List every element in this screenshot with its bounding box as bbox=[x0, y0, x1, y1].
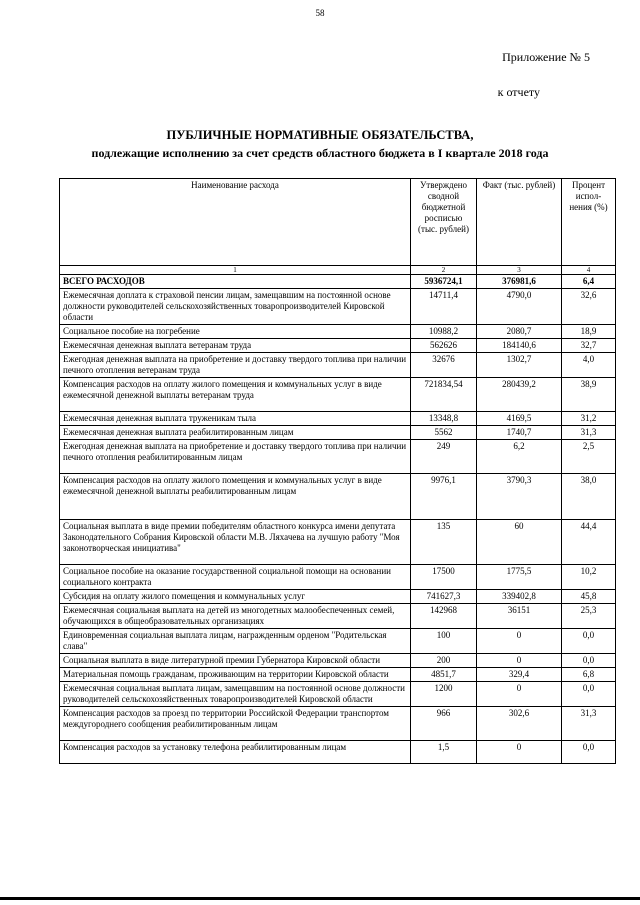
expense-name-cell: Компенсация расходов на оплату жилого помещения и коммунальных услуг в виде ежемесячной денежной выплаты реабилитированным лицам bbox=[60, 474, 411, 520]
fact-amount-cell: 1740,7 bbox=[477, 426, 562, 440]
column-number-row bbox=[60, 266, 616, 275]
expense-name-cell: Ежемесячная социальная выплата на детей из многодетных малообеспеченных семей, обучающихся в общеобразовательных организациях bbox=[60, 604, 411, 629]
percent-cell: 6,4 bbox=[562, 275, 616, 289]
table-row bbox=[60, 275, 616, 289]
expense-name-cell: Компенсация расходов на оплату жилого помещения и коммунальных услуг в виде ежемесячной денежной выплаты ветеранам труда bbox=[60, 378, 411, 412]
approved-amount-cell: 200 bbox=[411, 654, 477, 668]
approved-amount-cell: 5562 bbox=[411, 426, 477, 440]
column-number: 1 bbox=[60, 266, 411, 275]
expense-name-cell: ВСЕГО РАСХОДОВ bbox=[60, 275, 411, 289]
approved-amount-cell: 17500 bbox=[411, 565, 477, 590]
approved-amount-cell: 14711,4 bbox=[411, 289, 477, 325]
fact-amount-cell: 329,4 bbox=[477, 668, 562, 682]
expense-name-cell: Социальная выплата в виде литературной премии Губернатора Кировской области bbox=[60, 654, 411, 668]
scan-edge-divider bbox=[0, 897, 640, 900]
fact-amount-cell: 0 bbox=[477, 654, 562, 668]
table-row bbox=[60, 668, 616, 682]
table-header-row bbox=[60, 179, 616, 266]
approved-amount-cell: 10988,2 bbox=[411, 325, 477, 339]
percent-cell: 10,2 bbox=[562, 565, 616, 590]
expense-name-cell: Материальная помощь гражданам, проживающим на территории Кировской области bbox=[60, 668, 411, 682]
table-row bbox=[60, 590, 616, 604]
table-row bbox=[60, 707, 616, 741]
fact-amount-cell: 2080,7 bbox=[477, 325, 562, 339]
fact-amount-cell: 1775,5 bbox=[477, 565, 562, 590]
table-row bbox=[60, 520, 616, 565]
fact-amount-cell: 36151 bbox=[477, 604, 562, 629]
expense-name-cell: Социальное пособие на оказание государственной социальной помощи на основании социального контракта bbox=[60, 565, 411, 590]
expense-name-cell: Субсидия на оплату жилого помещения и коммунальных услуг bbox=[60, 590, 411, 604]
fact-amount-cell: 376981,6 bbox=[477, 275, 562, 289]
approved-amount-cell: 135 bbox=[411, 520, 477, 565]
table-row bbox=[60, 353, 616, 378]
expense-name-cell: Компенсация расходов за проезд по территории Российской Федерации транспортом междугороднего сообщения реабилитированным лицам bbox=[60, 707, 411, 741]
header-percent: Процент испол-нения (%) bbox=[562, 179, 616, 266]
approved-amount-cell: 1,5 bbox=[411, 741, 477, 764]
approved-amount-cell: 142968 bbox=[411, 604, 477, 629]
percent-cell: 31,2 bbox=[562, 412, 616, 426]
fact-amount-cell: 6,2 bbox=[477, 440, 562, 474]
expense-name-cell: Ежемесячная денежная выплата ветеранам труда bbox=[60, 339, 411, 353]
approved-amount-cell: 249 bbox=[411, 440, 477, 474]
approved-amount-cell: 32676 bbox=[411, 353, 477, 378]
percent-cell: 0,0 bbox=[562, 629, 616, 654]
page-number: 58 bbox=[315, 8, 325, 18]
approved-amount-cell: 4851,7 bbox=[411, 668, 477, 682]
table-row bbox=[60, 654, 616, 668]
approved-amount-cell: 741627,3 bbox=[411, 590, 477, 604]
table-row bbox=[60, 682, 616, 707]
fact-amount-cell: 280439,2 bbox=[477, 378, 562, 412]
approved-amount-cell: 13348,8 bbox=[411, 412, 477, 426]
approved-amount-cell: 562626 bbox=[411, 339, 477, 353]
fact-amount-cell: 302,6 bbox=[477, 707, 562, 741]
expense-name-cell: Ежемесячная социальная выплата лицам, замещавшим на постоянной основе должности руководителей сельскохозяйственных товаропроизводителей Кировской области bbox=[60, 682, 411, 707]
percent-cell: 4,0 bbox=[562, 353, 616, 378]
fact-amount-cell: 4169,5 bbox=[477, 412, 562, 426]
fact-amount-cell: 0 bbox=[477, 741, 562, 764]
percent-cell: 32,6 bbox=[562, 289, 616, 325]
percent-cell: 44,4 bbox=[562, 520, 616, 565]
expense-name-cell: Социальная выплата в виде премии победителям областного конкурса имени депутата Законодательного Собрания Кировской области М.В. Ляхачева на лучшую работу "Моя законотворческая инициатива" bbox=[60, 520, 411, 565]
table-body bbox=[60, 275, 616, 764]
percent-cell: 0,0 bbox=[562, 682, 616, 707]
percent-cell: 32,7 bbox=[562, 339, 616, 353]
table-row bbox=[60, 741, 616, 764]
column-number: 2 bbox=[411, 266, 477, 275]
percent-cell: 45,8 bbox=[562, 590, 616, 604]
obligations-table bbox=[59, 178, 616, 764]
header-fact: Факт (тыс. рублей) bbox=[477, 179, 562, 266]
header-name: Наименование расхода bbox=[60, 179, 411, 266]
expense-name-cell: Ежемесячная денежная выплата реабилитированным лицам bbox=[60, 426, 411, 440]
table-row bbox=[60, 412, 616, 426]
fact-amount-cell: 60 bbox=[477, 520, 562, 565]
percent-cell: 6,8 bbox=[562, 668, 616, 682]
document-title: ПУБЛИЧНЫЕ НОРМАТИВНЫЕ ОБЯЗАТЕЛЬСТВА, bbox=[166, 128, 474, 142]
percent-cell: 38,0 bbox=[562, 474, 616, 520]
percent-cell: 25,3 bbox=[562, 604, 616, 629]
fact-amount-cell: 339402,8 bbox=[477, 590, 562, 604]
approved-amount-cell: 9976,1 bbox=[411, 474, 477, 520]
table-row bbox=[60, 339, 616, 353]
column-number: 3 bbox=[477, 266, 562, 275]
percent-cell: 2,5 bbox=[562, 440, 616, 474]
expense-name-cell: Ежегодная денежная выплата на приобретение и доставку твердого топлива при наличии печного отопления реабилитированным лицам bbox=[60, 440, 411, 474]
percent-cell: 31,3 bbox=[562, 426, 616, 440]
expense-name-cell: Ежегодная денежная выплата на приобретение и доставку твердого топлива при наличии печного отопления ветеранам труда bbox=[60, 353, 411, 378]
fact-amount-cell: 0 bbox=[477, 629, 562, 654]
approved-amount-cell: 100 bbox=[411, 629, 477, 654]
header-approved: Утверждено сводной бюджетной росписью (тыс. рублей) bbox=[411, 179, 477, 266]
percent-cell: 0,0 bbox=[562, 654, 616, 668]
fact-amount-cell: 0 bbox=[477, 682, 562, 707]
percent-cell: 18,9 bbox=[562, 325, 616, 339]
percent-cell: 38,9 bbox=[562, 378, 616, 412]
expense-name-cell: Ежемесячная доплата к страховой пенсии лицам, замещавшим на постоянной основе должности руководителей сельскохозяйственных товаропроизводителей Кировской области bbox=[60, 289, 411, 325]
fact-amount-cell: 1302,7 bbox=[477, 353, 562, 378]
fact-amount-cell: 184140,6 bbox=[477, 339, 562, 353]
appendix-label: Приложение № 5 bbox=[502, 50, 590, 64]
table-row bbox=[60, 474, 616, 520]
fact-amount-cell: 3790,3 bbox=[477, 474, 562, 520]
table-row bbox=[60, 289, 616, 325]
expense-name-cell: Ежемесячная денежная выплата труженикам тыла bbox=[60, 412, 411, 426]
table-row bbox=[60, 440, 616, 474]
percent-cell: 0,0 bbox=[562, 741, 616, 764]
expense-name-cell: Компенсация расходов за установку телефона реабилитированным лицам bbox=[60, 741, 411, 764]
expense-name-cell: Единовременная социальная выплата лицам, награжденным орденом "Родительская слава" bbox=[60, 629, 411, 654]
approved-amount-cell: 721834,54 bbox=[411, 378, 477, 412]
approved-amount-cell: 5936724,1 bbox=[411, 275, 477, 289]
table-row bbox=[60, 565, 616, 590]
approved-amount-cell: 1200 bbox=[411, 682, 477, 707]
table-row bbox=[60, 426, 616, 440]
fact-amount-cell: 4790,0 bbox=[477, 289, 562, 325]
percent-cell: 31,3 bbox=[562, 707, 616, 741]
column-number: 4 bbox=[562, 266, 616, 275]
table-row bbox=[60, 325, 616, 339]
expense-name-cell: Социальное пособие на погребение bbox=[60, 325, 411, 339]
approved-amount-cell: 966 bbox=[411, 707, 477, 741]
table-row bbox=[60, 604, 616, 629]
table-row bbox=[60, 629, 616, 654]
to-report-label: к отчету bbox=[497, 85, 540, 99]
table-row bbox=[60, 378, 616, 412]
document-subtitle: подлежащие исполнению за счет средств областного бюджета в I квартале 2018 года bbox=[91, 146, 549, 160]
